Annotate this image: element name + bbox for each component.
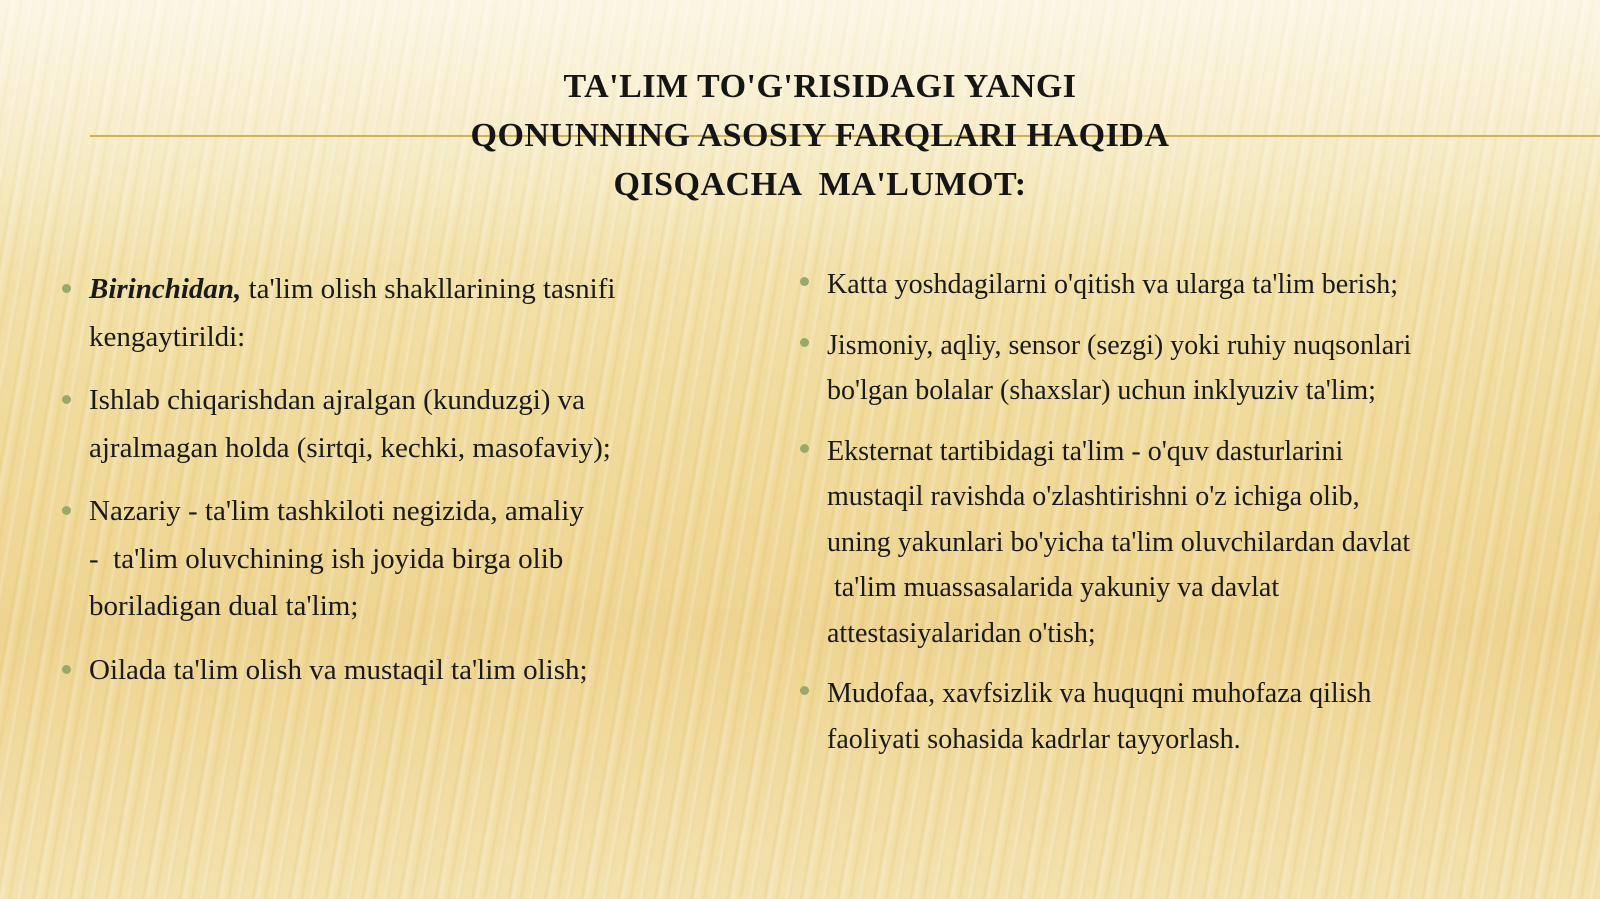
list-item xyxy=(798,429,1498,657)
list-item-line: Oilada ta'lim olish va mustaqil ta'lim olish; xyxy=(89,653,588,686)
list-item-line: ta'lim olish shakllarining tasnifi xyxy=(241,273,616,305)
list-item xyxy=(798,323,1498,414)
list-item xyxy=(60,488,720,631)
list-item-line: Katta yoshdagilarni o'qitish va ularga ta'lim berish; xyxy=(827,269,1399,300)
list-item xyxy=(60,647,720,695)
title-line: QONUNNING ASOSIY FARQLARI HAQIDA xyxy=(470,117,1170,154)
right-bullet-list xyxy=(798,262,1498,777)
list-item-line: uning yakunlari bo'yicha ta'lim oluvchilardan davlat xyxy=(827,526,1411,558)
list-item-line: mustaqil ravishda o'zlashtirishni o'z ichiga olib, xyxy=(827,481,1360,512)
list-item xyxy=(798,671,1498,762)
bullet-dot-icon xyxy=(62,665,71,674)
list-item xyxy=(798,262,1498,308)
list-item-line: Mudofaa, xavfsizlik va huquqni muhofaza qilish xyxy=(827,678,1372,709)
list-item-line: Jismoniy, aqliy, sensor (sezgi) yoki ruhiy nuqsonlari xyxy=(827,329,1412,361)
list-item-line: attestasiyalaridan o'tish; xyxy=(827,617,1096,649)
list-item-line: faoliyati sohasida kadrlar tayyorlash. xyxy=(827,723,1241,755)
bullet-dot-icon xyxy=(62,395,71,404)
bullet-dot-icon xyxy=(800,686,809,695)
list-item-line: boriladigan dual ta'lim; xyxy=(89,590,359,622)
list-item xyxy=(60,266,720,361)
bullet-dot-icon xyxy=(62,284,71,293)
bullet-dot-icon xyxy=(62,506,71,515)
list-item-line: ajralmagan holda (sirtqi, kechki, masofaviy); xyxy=(89,431,611,464)
slide-title xyxy=(330,62,1310,209)
bullet-dot-icon xyxy=(800,338,809,347)
title-line: QISQACHA MA'LUMOT: xyxy=(613,166,1027,203)
list-item-line: - ta'lim oluvchining ish joyida birga olib xyxy=(89,542,564,575)
bullet-dot-icon xyxy=(800,444,809,453)
list-item xyxy=(60,377,720,472)
list-item-line: Ishlab chiqarishdan ajralgan (kunduzgi) va xyxy=(89,384,586,416)
list-item-line: bo'lgan bolalar (shaxslar) uchun inklyuziv ta'lim; xyxy=(827,375,1376,406)
list-item-lead: Birinchidan, xyxy=(89,273,242,305)
bullet-dot-icon xyxy=(800,277,809,286)
list-item-line: ta'lim muassasalarida yakuniy va davlat xyxy=(827,572,1280,603)
list-item-line: Nazariy - ta'lim tashkiloti negizida, amaliy xyxy=(89,495,584,527)
list-item-line: Eksternat tartibidagi ta'lim - o'quv dasturlarini xyxy=(827,435,1344,467)
left-bullet-list xyxy=(60,266,720,710)
title-line: TA'LIM TO'G'RISIDAGI YANGI xyxy=(563,68,1077,105)
list-item-line: kengaytirildi: xyxy=(89,320,246,353)
